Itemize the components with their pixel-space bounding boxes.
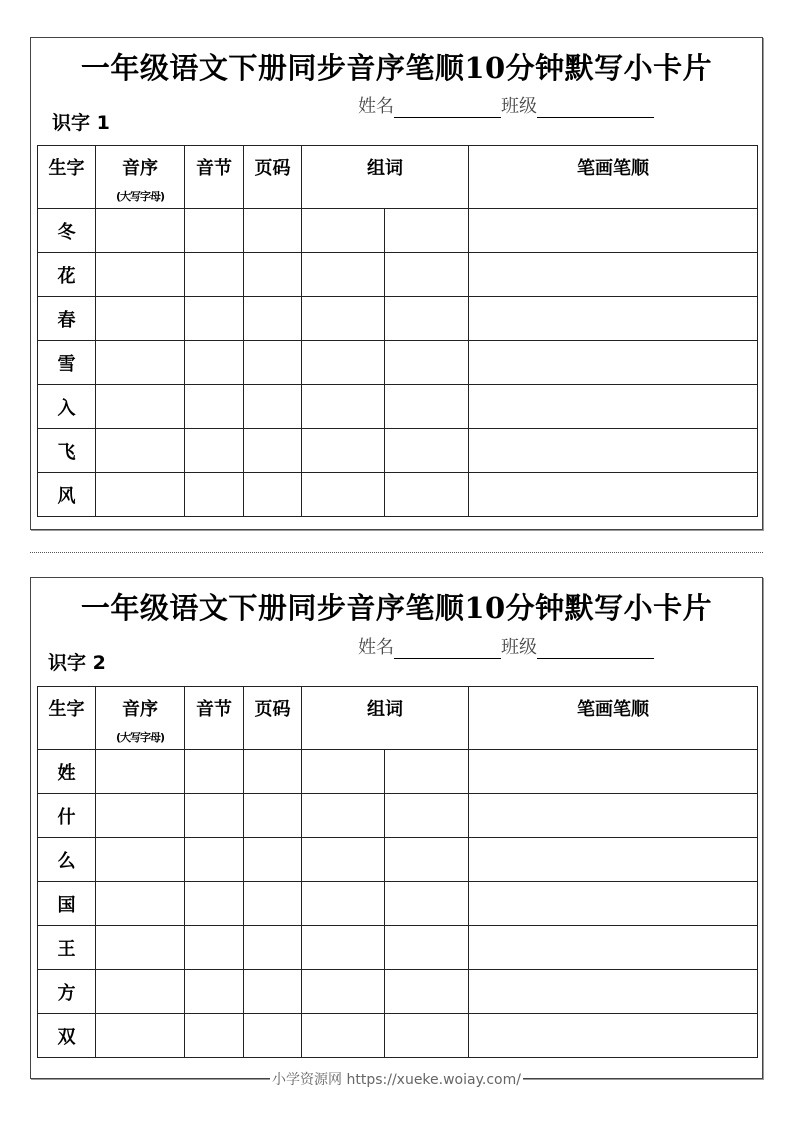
page-cell[interactable] — [244, 341, 302, 385]
word-cell-2[interactable] — [385, 341, 469, 385]
char-cell: 双 — [38, 1014, 96, 1058]
page-cell[interactable] — [244, 882, 302, 926]
table-row — [38, 970, 758, 1014]
word-cell-2[interactable] — [385, 297, 469, 341]
syllable-cell[interactable] — [185, 882, 244, 926]
char-cell: 姓 — [38, 750, 96, 794]
char-cell: 方 — [38, 970, 96, 1014]
header-strokes: 笔画笔顺 — [469, 687, 758, 750]
name-input-line[interactable] — [394, 101, 501, 118]
char-cell: 飞 — [38, 429, 96, 473]
word-cell-1[interactable] — [302, 429, 385, 473]
word-cell-2[interactable] — [385, 209, 469, 253]
dictation-table — [37, 686, 758, 1058]
syllable-cell[interactable] — [185, 750, 244, 794]
table-row — [38, 1014, 758, 1058]
syllable-cell[interactable] — [185, 838, 244, 882]
word-cell-1[interactable] — [302, 297, 385, 341]
strokes-cell[interactable] — [469, 341, 758, 385]
order-cell[interactable] — [96, 341, 185, 385]
name-class-fields — [358, 92, 654, 118]
syllable-cell[interactable] — [185, 926, 244, 970]
order-cell[interactable] — [96, 385, 185, 429]
strokes-cell[interactable] — [469, 794, 758, 838]
table-row — [38, 882, 758, 926]
syllable-cell[interactable] — [185, 385, 244, 429]
char-cell: 什 — [38, 794, 96, 838]
word-cell-2[interactable] — [385, 473, 469, 517]
syllable-cell[interactable] — [185, 970, 244, 1014]
header-char: 生字 — [38, 146, 96, 209]
strokes-cell[interactable] — [469, 1014, 758, 1058]
syllable-cell[interactable] — [185, 1014, 244, 1058]
page-cell[interactable] — [244, 429, 302, 473]
word-cell-2[interactable] — [385, 1014, 469, 1058]
card-title: 一年级语文下册同步音序笔顺10分钟默写小卡片 — [80, 51, 713, 85]
order-cell[interactable] — [96, 297, 185, 341]
class-label: 班级 — [501, 96, 537, 117]
word-cell-2[interactable] — [385, 429, 469, 473]
class-input-line[interactable] — [537, 101, 654, 118]
order-cell[interactable] — [96, 970, 185, 1014]
word-cell-1[interactable] — [302, 385, 385, 429]
strokes-cell[interactable] — [469, 253, 758, 297]
order-cell[interactable] — [96, 1014, 185, 1058]
word-cell-2[interactable] — [385, 970, 469, 1014]
dictation-table — [37, 145, 758, 517]
syllable-cell[interactable] — [185, 473, 244, 517]
page-cell[interactable] — [244, 1014, 302, 1058]
header-order-sub: (大写字母) — [115, 731, 165, 744]
table-row — [38, 385, 758, 429]
table-row — [38, 341, 758, 385]
order-cell[interactable] — [96, 794, 185, 838]
card-2 — [30, 577, 763, 1079]
header-page: 页码 — [244, 687, 302, 750]
watermark-text: 小学资源网 https://xueke.woiay.com/ — [272, 1072, 521, 1088]
page-cell[interactable] — [244, 794, 302, 838]
card-title: 一年级语文下册同步音序笔顺10分钟默写小卡片 — [80, 591, 713, 625]
strokes-cell[interactable] — [469, 882, 758, 926]
word-cell-1[interactable] — [302, 838, 385, 882]
word-cell-1[interactable] — [302, 341, 385, 385]
class-label: 班级 — [501, 637, 537, 658]
word-cell-1[interactable] — [302, 970, 385, 1014]
table-row — [38, 429, 758, 473]
strokes-cell[interactable] — [469, 385, 758, 429]
word-cell-2[interactable] — [385, 794, 469, 838]
header-page: 页码 — [244, 146, 302, 209]
table-row — [38, 794, 758, 838]
name-label: 姓名 — [358, 96, 394, 117]
table-row — [38, 838, 758, 882]
order-cell[interactable] — [96, 926, 185, 970]
char-cell: 春 — [38, 297, 96, 341]
char-cell: 国 — [38, 882, 96, 926]
table-row — [38, 926, 758, 970]
table-row — [38, 750, 758, 794]
section-label: 识字 1 — [52, 112, 110, 134]
name-input-line[interactable] — [394, 642, 501, 659]
header-char: 生字 — [38, 687, 96, 750]
header-words: 组词 — [302, 687, 469, 750]
char-cell: 花 — [38, 253, 96, 297]
strokes-cell[interactable] — [469, 970, 758, 1014]
table-row — [38, 297, 758, 341]
header-strokes: 笔画笔顺 — [469, 146, 758, 209]
card-1 — [30, 37, 763, 530]
word-cell-2[interactable] — [385, 750, 469, 794]
header-order — [96, 687, 185, 750]
strokes-cell[interactable] — [469, 209, 758, 253]
word-cell-1[interactable] — [302, 926, 385, 970]
char-cell: 雪 — [38, 341, 96, 385]
table-row — [38, 253, 758, 297]
page-cell[interactable] — [244, 838, 302, 882]
word-cell-1[interactable] — [302, 794, 385, 838]
syllable-cell[interactable] — [185, 429, 244, 473]
order-cell[interactable] — [96, 838, 185, 882]
page-cell[interactable] — [244, 473, 302, 517]
order-cell[interactable] — [96, 882, 185, 926]
order-cell[interactable] — [96, 253, 185, 297]
class-input-line[interactable] — [537, 642, 654, 659]
char-cell: 风 — [38, 473, 96, 517]
word-cell-2[interactable] — [385, 926, 469, 970]
syllable-cell[interactable] — [185, 253, 244, 297]
page-cell[interactable] — [244, 297, 302, 341]
word-cell-1[interactable] — [302, 750, 385, 794]
watermark — [0, 1069, 793, 1089]
header-order — [96, 146, 185, 209]
strokes-cell[interactable] — [469, 297, 758, 341]
header-order-label: 音序 — [122, 699, 158, 720]
header-order-sub: (大写字母) — [115, 190, 165, 203]
strokes-cell[interactable] — [469, 429, 758, 473]
order-cell[interactable] — [96, 429, 185, 473]
name-class-fields — [358, 633, 654, 659]
header-order-label: 音序 — [122, 158, 158, 179]
syllable-cell[interactable] — [185, 341, 244, 385]
order-cell[interactable] — [96, 473, 185, 517]
strokes-cell[interactable] — [469, 838, 758, 882]
strokes-cell[interactable] — [469, 926, 758, 970]
word-cell-1[interactable] — [302, 253, 385, 297]
syllable-cell[interactable] — [185, 297, 244, 341]
syllable-cell[interactable] — [185, 209, 244, 253]
order-cell[interactable] — [96, 209, 185, 253]
strokes-cell[interactable] — [469, 473, 758, 517]
word-cell-2[interactable] — [385, 838, 469, 882]
char-cell: 么 — [38, 838, 96, 882]
table-row — [38, 473, 758, 517]
word-cell-2[interactable] — [385, 385, 469, 429]
page-cell[interactable] — [244, 750, 302, 794]
word-cell-1[interactable] — [302, 882, 385, 926]
word-cell-2[interactable] — [385, 882, 469, 926]
section-label: 识字 2 — [48, 652, 106, 674]
order-cell[interactable] — [96, 750, 185, 794]
page-cell[interactable] — [244, 209, 302, 253]
header-words: 组词 — [302, 146, 469, 209]
word-cell-1[interactable] — [302, 209, 385, 253]
page-cell[interactable] — [244, 970, 302, 1014]
char-cell: 入 — [38, 385, 96, 429]
name-label: 姓名 — [358, 637, 394, 658]
syllable-cell[interactable] — [185, 794, 244, 838]
page-cell[interactable] — [244, 926, 302, 970]
word-cell-1[interactable] — [302, 1014, 385, 1058]
page-cell[interactable] — [244, 385, 302, 429]
cut-line-divider — [30, 552, 763, 553]
header-syllable: 音节 — [185, 687, 244, 750]
word-cell-2[interactable] — [385, 253, 469, 297]
page-cell[interactable] — [244, 253, 302, 297]
header-syllable: 音节 — [185, 146, 244, 209]
char-cell: 王 — [38, 926, 96, 970]
table-row — [38, 209, 758, 253]
word-cell-1[interactable] — [302, 473, 385, 517]
strokes-cell[interactable] — [469, 750, 758, 794]
char-cell: 冬 — [38, 209, 96, 253]
